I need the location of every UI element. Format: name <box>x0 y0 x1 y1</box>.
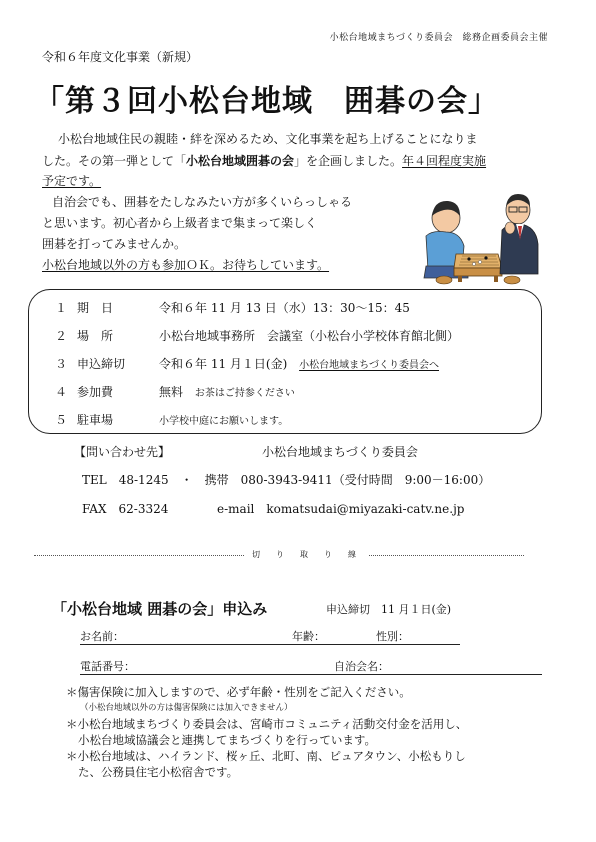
form-title: 「小松台地域 囲碁の会」申込み <box>52 600 268 618</box>
detail-value: 小学校中庭にお願いします。 <box>159 416 289 427</box>
detail-value: 小松台地域事務所 会議室（小松台小学校体育館北側） <box>159 329 460 343</box>
fee-amount: 無料 <box>159 385 184 399</box>
contact-org: 小松台地域まちづくり委員会 <box>262 445 418 459</box>
note-area-cont: た、公務員住宅小松宿舎です。 <box>78 765 239 779</box>
name-label: お名前： <box>80 630 124 643</box>
intro-line-4: 自治会でも、囲碁をたしなみたい方が多くいらっしゃる <box>52 195 353 209</box>
intro-line-2-mid: 」を企画しました。 <box>294 154 403 168</box>
contact-tel: TEL 48-1245 ・ 携帯 080-3943-9411（受付時間 9:00－16:00） <box>82 473 491 487</box>
page-title: 「第３回小松台地域 囲碁の会」 <box>34 84 499 119</box>
note-insurance: ＊傷害保険に加入しますので、必ず年齢・性別をご記入ください。 <box>66 685 411 699</box>
event-details-box <box>28 289 542 434</box>
intro-line-3: 予定です。 <box>42 174 102 188</box>
detail-label: 申込締切 <box>77 357 126 371</box>
detail-value: 令和６年 11 月 13 日（水）13：30～15：45 <box>159 301 410 315</box>
detail-num: １ <box>55 301 68 315</box>
intro-line-7: 小松台地域以外の方も参加ＯＫ。お待ちしています。 <box>42 258 330 272</box>
contact-label: 【問い合わせ先】 <box>74 445 171 459</box>
detail-num: ２ <box>55 329 68 343</box>
detail-label: 駐車場 <box>77 413 114 427</box>
category-label: 令和６年度文化事業（新規） <box>42 50 199 64</box>
contact-fax: FAX 62-3324 <box>82 502 169 516</box>
note-area: ＊小松台地域は、ハイランド、桜ヶ丘、北町、南、ピュアタウン、小松もりし <box>66 749 466 763</box>
detail-label: 参加費 <box>77 385 114 399</box>
intro-line-5: と思います。初心者から上級者まで集まって楽しく <box>42 216 318 230</box>
detail-num: ４ <box>55 385 68 399</box>
form-deadline: 申込締切 11 月１日(金) <box>326 603 452 616</box>
go-players-illustration <box>414 188 542 290</box>
detail-value <box>159 355 439 372</box>
intro-line-1: 小松台地域住民の親睦・絆を深めるため、文化事業を起ち上げることになりま <box>58 132 478 146</box>
name-field[interactable] <box>80 628 460 645</box>
fee-note: お茶はご持参ください <box>194 388 295 399</box>
contact-email: e-mail komatsudai@miyazaki-catv.ne.jp <box>217 502 465 516</box>
phone-label: 電話番号： <box>80 660 135 673</box>
detail-num: ５ <box>55 413 68 427</box>
note-insurance-sub: （小松台地域以外の方は傷害保険には加入できません） <box>80 703 293 713</box>
detail-num: ３ <box>55 357 68 371</box>
intro-line-2-pre: した。その第一弾として「 <box>42 154 187 168</box>
age-label: 年齢： <box>292 630 325 643</box>
cut-line-label: 切 り 取 り 線 <box>244 549 368 560</box>
organizer-line: 小松台地域まちづくり委員会 総務企画委員会主催 <box>329 33 548 43</box>
detail-label: 期 日 <box>77 301 114 315</box>
note-grant: ＊小松台地域まちづくり委員会は、宮崎市コミュニティ活動交付金を活用し、 <box>66 717 468 731</box>
deadline-date: 令和６年 11 月１日(金) <box>159 357 288 371</box>
frequency-note: 年４回程度実施 <box>402 154 487 168</box>
note-grant-cont: 小松台地域協議会と連携してまちづくりを行っています。 <box>78 733 376 747</box>
intro-line-6: 囲碁を打ってみませんか。 <box>42 237 187 251</box>
detail-label: 場 所 <box>77 329 114 343</box>
cut-line <box>34 550 524 560</box>
phone-field[interactable] <box>80 658 542 675</box>
detail-value <box>159 383 295 400</box>
deadline-recipient: 小松台地域まちづくり委員会へ <box>299 360 439 371</box>
intro-line-2 <box>42 152 486 169</box>
gender-label: 性別： <box>376 630 409 643</box>
event-name: 小松台地域囲碁の会 <box>186 154 295 168</box>
assoc-label: 自治会名： <box>334 660 389 673</box>
